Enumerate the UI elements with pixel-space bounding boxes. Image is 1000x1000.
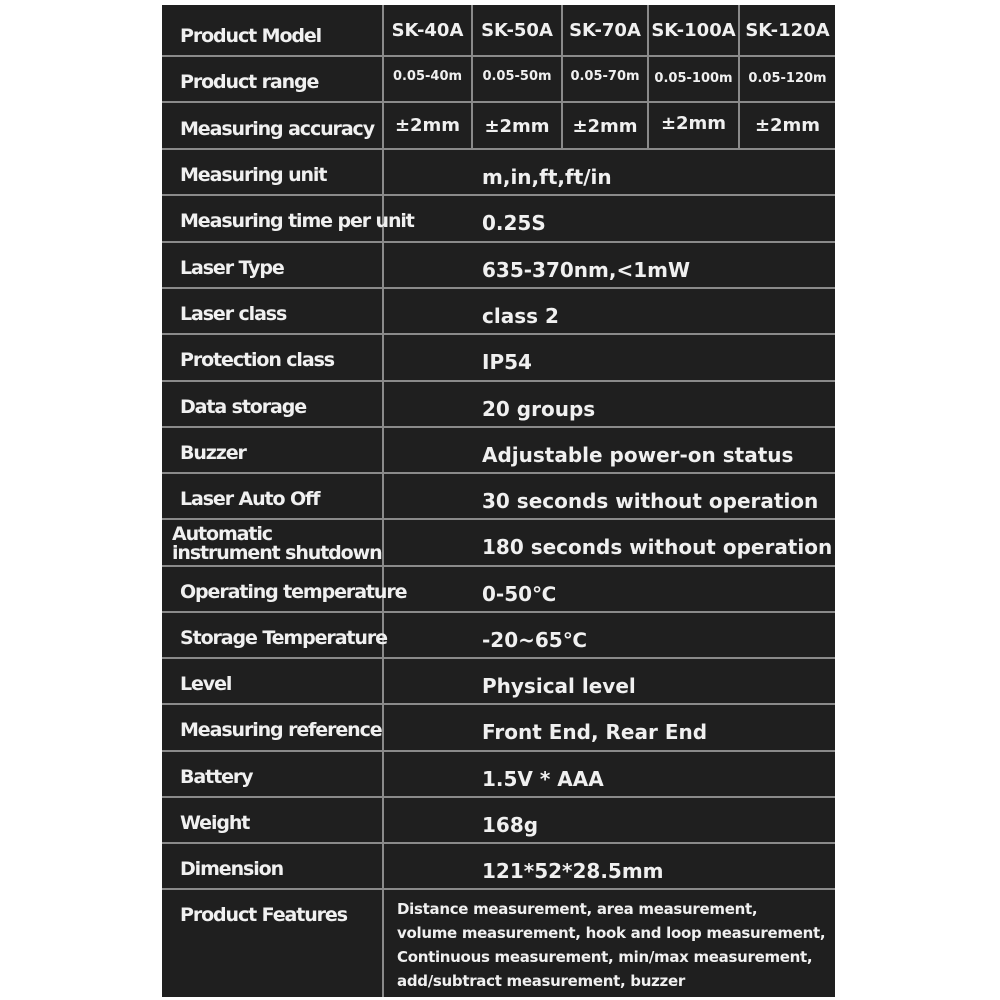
row-divider [162,703,835,705]
accuracy-value: ±2mm [394,115,461,136]
spec-value: Physical level [482,674,636,698]
model-sk-40a: SK-40A [391,20,464,41]
spec-label: Measuring unit [180,164,327,186]
range-value: 0.05-120m [748,71,827,86]
spec-value: Adjustable power-on status [482,443,794,467]
range-value: 0.05-40m [392,69,463,84]
spec-value: Front End, Rear End [482,720,708,744]
row-divider [162,55,835,57]
spec-table [162,5,835,997]
accuracy-value: ±2mm [572,116,638,137]
row-divider [162,287,835,289]
spec-value: -20~65℃ [482,628,587,652]
row-divider [162,518,835,520]
spec-value: 30 seconds without operation [482,489,819,513]
spec-label: Laser Auto Off [180,488,320,510]
features-line: Distance measurement, area measurement, [397,900,758,918]
model-sk-70a: SK-70A [569,20,641,41]
row-divider [162,101,835,103]
spec-label: Laser class [180,303,287,325]
row-divider [162,380,835,382]
accuracy-value: ±2mm [660,113,727,134]
row-divider [162,842,835,844]
spec-label: Operating temperature [180,581,407,603]
spec-label: Storage Temperature [180,627,387,649]
spec-value: IP54 [482,350,532,374]
spec-value: 168g [482,813,539,837]
spec-value: 635-370nm,<1mW [482,258,691,282]
column-divider [382,5,384,997]
spec-label: Measuring time per unit [180,210,414,232]
spec-value: class 2 [482,304,559,328]
row-divider [162,426,835,428]
spec-value: 180 seconds without operation [482,535,833,559]
features-text [397,897,833,993]
row-divider [162,148,835,150]
row-divider [162,472,835,474]
spec-label: Level [180,673,232,695]
accuracy-label: Measuring accuracy [180,118,374,140]
spec-label: Battery [180,766,253,788]
spec-label: Data storage [180,396,307,418]
features-line: Continuous measurement, min/max measurement, [397,948,813,966]
range-value: 0.05-70m [570,69,640,84]
range-value: 0.05-50m [482,69,552,84]
features-label: Product Features [180,904,347,926]
spec-value: m,in,ft,ft/in [482,165,612,189]
header-label: Product Model [180,25,322,47]
spec-value: 0.25S [482,211,546,235]
spec-label: Buzzer [180,442,246,464]
spec-value: 121*52*28.5mm [482,859,664,883]
features-line: volume measurement, hook and loop measurement, [397,924,826,942]
row-divider [162,565,835,567]
spec-value: 0-50℃ [482,582,557,606]
accuracy-value: ±2mm [484,116,550,137]
spec-value: 20 groups [482,397,596,421]
model-sk-120a: SK-120A [745,20,830,41]
row-divider [162,750,835,752]
row-divider [162,657,835,659]
row-divider [162,888,835,890]
spec-label: Protection class [180,349,334,371]
range-label: Product range [180,71,319,93]
spec-value: 1.5V * AAA [482,767,604,791]
row-divider [162,194,835,196]
row-divider [162,796,835,798]
spec-label: Laser Type [180,257,284,279]
row-divider [162,333,835,335]
accuracy-value: ±2mm [754,115,821,136]
spec-label: Measuring reference [180,719,382,741]
model-sk-100a: SK-100A [651,20,736,41]
range-value: 0.05-100m [654,71,733,86]
model-sk-50a: SK-50A [481,20,553,41]
spec-label: Dimension [180,858,283,880]
spec-label: Automatic instrument shutdown [172,523,382,564]
spec-label: Weight [180,812,250,834]
row-divider [162,611,835,613]
features-line: add/subtract measurement, buzzer [397,972,685,990]
row-divider [162,241,835,243]
